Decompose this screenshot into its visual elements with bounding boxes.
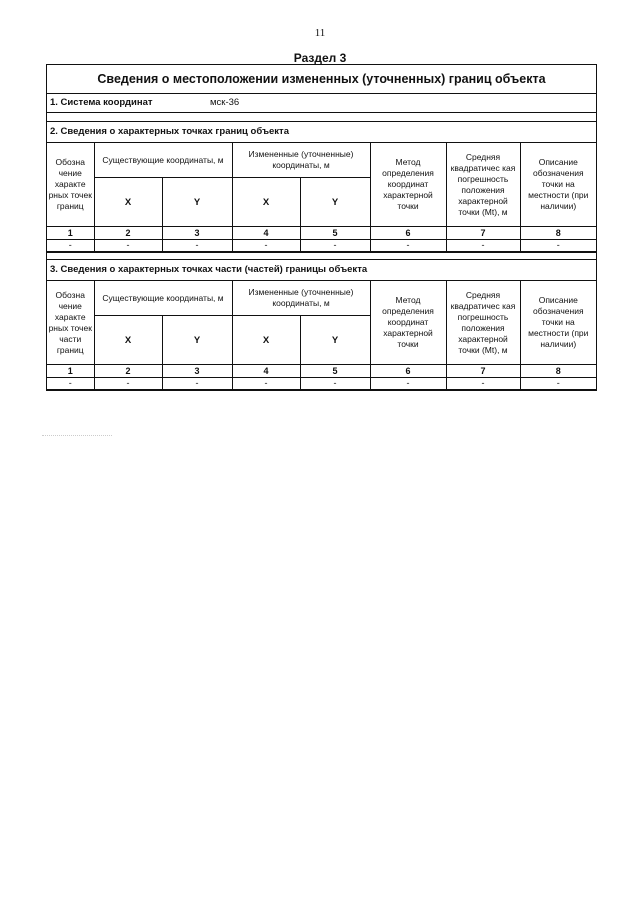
column-number: 4 xyxy=(232,227,300,240)
column-number: 3 xyxy=(162,365,232,378)
column-number: 5 xyxy=(300,365,370,378)
column-number: 8 xyxy=(520,227,596,240)
col-method-header: Метод определения координат характерной точки xyxy=(370,143,446,227)
spacer xyxy=(47,113,596,122)
column-number: 1 xyxy=(47,365,94,378)
table-cell: - xyxy=(47,240,94,252)
column-number: 7 xyxy=(446,365,520,378)
column-number: 6 xyxy=(370,227,446,240)
table-cell: - xyxy=(300,240,370,252)
table-cell: - xyxy=(446,240,520,252)
table-cell: - xyxy=(162,378,232,390)
table2-heading: 3. Сведения о характерных точках части (частей) границы объекта xyxy=(47,260,596,281)
table-row xyxy=(47,240,596,252)
table-cell: - xyxy=(446,378,520,390)
table-cell: - xyxy=(162,240,232,252)
table-cell: - xyxy=(300,378,370,390)
col-point-header: Обозна чение характе рных точек границ xyxy=(47,143,94,227)
column-number-row xyxy=(47,227,596,240)
column-number-row xyxy=(47,365,596,378)
column-number: 2 xyxy=(94,227,162,240)
table-cell: - xyxy=(94,378,162,390)
column-number: 8 xyxy=(520,365,596,378)
table-cell: - xyxy=(520,240,596,252)
column-number: 7 xyxy=(446,227,520,240)
scan-artifact xyxy=(42,435,112,439)
table-cell: - xyxy=(370,378,446,390)
coordinate-system-label: 1. Система координат xyxy=(50,97,153,108)
coordinate-system-row xyxy=(47,94,596,113)
col-error-header: Средняя квадратичес кая погрешность положения характерной точки (Mt), м xyxy=(446,281,520,365)
col-changed-header: Измененные (уточненные) координаты, м xyxy=(232,143,370,178)
section-frame xyxy=(46,64,597,391)
column-number: 5 xyxy=(300,227,370,240)
col-error-header: Средняя квадратичес кая погрешность положения характерной точки (Mt), м xyxy=(446,143,520,227)
part-boundary-points-table xyxy=(47,281,596,390)
changed-x-header: X xyxy=(232,178,300,227)
column-number: 2 xyxy=(94,365,162,378)
changed-x-header: X xyxy=(232,316,300,365)
col-method-header: Метод определения координат характерной точки xyxy=(370,281,446,365)
col-existing-header: Существующие координаты, м xyxy=(94,281,232,316)
existing-x-header: X xyxy=(94,316,162,365)
existing-x-header: X xyxy=(94,178,162,227)
table-row xyxy=(47,378,596,390)
col-existing-header: Существующие координаты, м xyxy=(94,143,232,178)
table-cell: - xyxy=(94,240,162,252)
col-description-header: Описание обозначения точки на местности (при наличии) xyxy=(520,143,596,227)
column-number: 6 xyxy=(370,365,446,378)
col-point-header: Обозна чение характе рных точек части границ xyxy=(47,281,94,365)
column-number: 4 xyxy=(232,365,300,378)
table-cell: - xyxy=(520,378,596,390)
column-number: 3 xyxy=(162,227,232,240)
section-title: Раздел 3 xyxy=(293,51,347,65)
column-number: 1 xyxy=(47,227,94,240)
table-cell: - xyxy=(232,378,300,390)
changed-y-header: Y xyxy=(300,316,370,365)
boundary-points-table xyxy=(47,143,596,252)
table1-heading: 2. Сведения о характерных точках границ объекта xyxy=(47,122,596,143)
document-title: Сведения о местоположении измененных (уточненных) границ объекта xyxy=(47,65,596,94)
existing-y-header: Y xyxy=(162,178,232,227)
spacer xyxy=(47,252,596,260)
page-number: 11 xyxy=(314,27,326,39)
col-description-header: Описание обозначения точки на местности (при наличии) xyxy=(520,281,596,365)
existing-y-header: Y xyxy=(162,316,232,365)
coordinate-system-value: мск-36 xyxy=(210,97,240,108)
table-cell: - xyxy=(370,240,446,252)
changed-y-header: Y xyxy=(300,178,370,227)
col-changed-header: Измененные (уточненные) координаты, м xyxy=(232,281,370,316)
table-cell: - xyxy=(232,240,300,252)
table-cell: - xyxy=(47,378,94,390)
